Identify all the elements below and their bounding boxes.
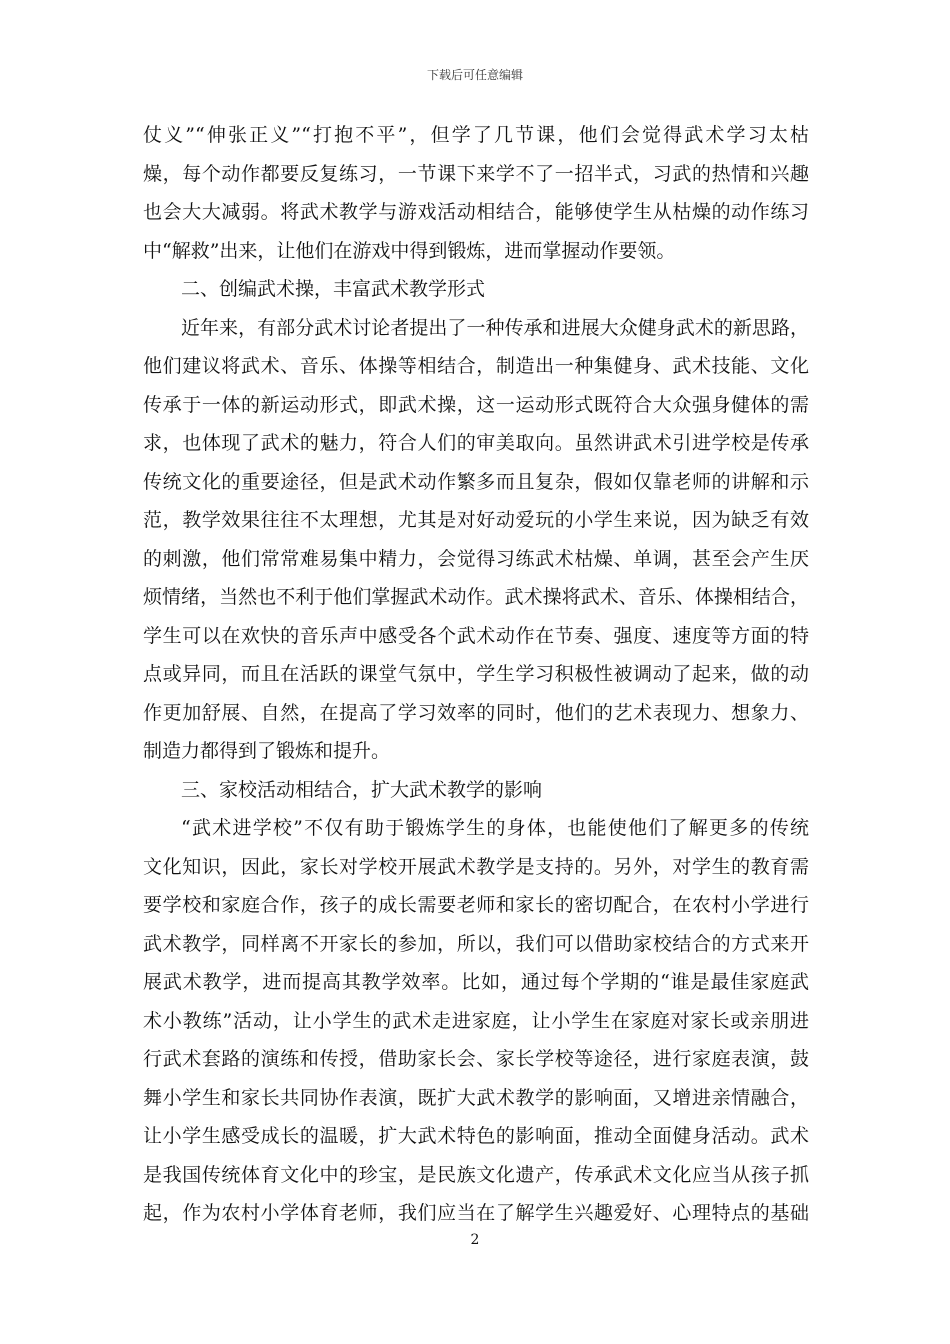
text-line: 仗义”“伸张正义”“打抱不平”，但学了几节课，他们会觉得武术学习太枯 (143, 124, 809, 146)
page-number: 2 (470, 1232, 480, 1248)
text-line: 术小教练”活动，让小学生的武术走进家庭，让小学生在家庭对家长或亲朋进 (143, 1009, 809, 1032)
text-line: 也会大大减弱。将武术教学与游戏活动相结合，能够使学生从枯燥的动作练习 (143, 201, 809, 223)
text-line: 三、家校活动相结合，扩大武术教学的影响 (181, 778, 543, 801)
text-line: 作更加舒展、自然，在提高了学习效率的同时，他们的艺术表现力、想象力、 (143, 701, 809, 724)
text-line: 让小学生感受成长的温暖，扩大武术特色的影响面，推动全面健身活动。武术 (143, 1125, 809, 1147)
text-line: 中“解救”出来，让他们在游戏中得到锻炼，进而掌握动作要领。 (143, 239, 676, 262)
text-line: 起，作为农村小学体育老师，我们应当在了解学生兴趣爱好、心理特点的基础 (143, 1202, 809, 1224)
page-header: 下载后可任意编辑 (426, 68, 523, 82)
text-line: 舞小学生和家长共同协作表演，既扩大武术教学的影响面，又增进亲情融合， (143, 1086, 809, 1109)
text-line: 他们建议将武术、音乐、体操等相结合，制造出一种集健身、武术技能、文化 (143, 355, 809, 377)
text-line: 学生可以在欢快的音乐声中感受各个武术动作在节奏、强度、速度等方面的特 (143, 624, 809, 647)
text-line: 传统文化的重要途径，但是武术动作繁多而且复杂，假如仅靠老师的讲解和示 (143, 470, 809, 493)
text-line: 点或异同，而且在活跃的课堂气氛中，学生学习积极性被调动了起来，做的动 (143, 663, 809, 685)
text-line: 展武术教学，进而提高其教学效率。比如，通过每个学期的“谁是最佳家庭武 (143, 971, 809, 993)
text-line: “武术进学校”不仅有助于锻炼学生的身体，也能使他们了解更多的传统 (181, 817, 809, 839)
text-line: 要学校和家庭合作，孩子的成长需要老师和家长的密切配合，在农村小学进行 (143, 894, 809, 916)
document-body (143, 116, 809, 1233)
text-line: 范，教学效果往往不太理想，尤其是对好动爱玩的小学生来说，因为缺乏有效 (143, 509, 809, 531)
text-line: 是我国传统体育文化中的珍宝，是民族文化遗产，传承武术文化应当从孩子抓 (143, 1163, 809, 1186)
text-line: 传承于一体的新运动形式，即武术操，这一运动形式既符合大众强身健体的需 (143, 393, 809, 416)
text-line: 求，也体现了武术的魅力，符合人们的审美取向。虽然讲武术引进学校是传承 (143, 432, 809, 454)
text-line: 烦情绪，当然也不利于他们掌握武术动作。武术操将武术、音乐、体操相结合， (143, 586, 809, 608)
text-line: 制造力都得到了锻炼和提升。 (143, 740, 391, 762)
text-line: 近年来，有部分武术讨论者提出了一种传承和进展大众健身武术的新思路， (181, 316, 809, 339)
text-line: 燥，每个动作都要反复练习，一节课下来学不了一招半式，习武的热情和兴趣 (143, 162, 809, 185)
text-line: 武术教学，同样离不开家长的参加，所以，我们可以借助家校结合的方式来开 (143, 932, 809, 955)
text-line: 行武术套路的演练和传授，借助家长会、家长学校等途径，进行家庭表演，鼓 (143, 1048, 809, 1070)
text-line: 的刺激，他们常常难易集中精力，会觉得习练武术枯燥、单调，甚至会产生厌 (143, 547, 809, 570)
text-line: 二、创编武术操，丰富武术教学形式 (181, 278, 486, 300)
text-line: 文化知识，因此，家长对学校开展武术教学是支持的。另外，对学生的教育需 (143, 855, 809, 878)
